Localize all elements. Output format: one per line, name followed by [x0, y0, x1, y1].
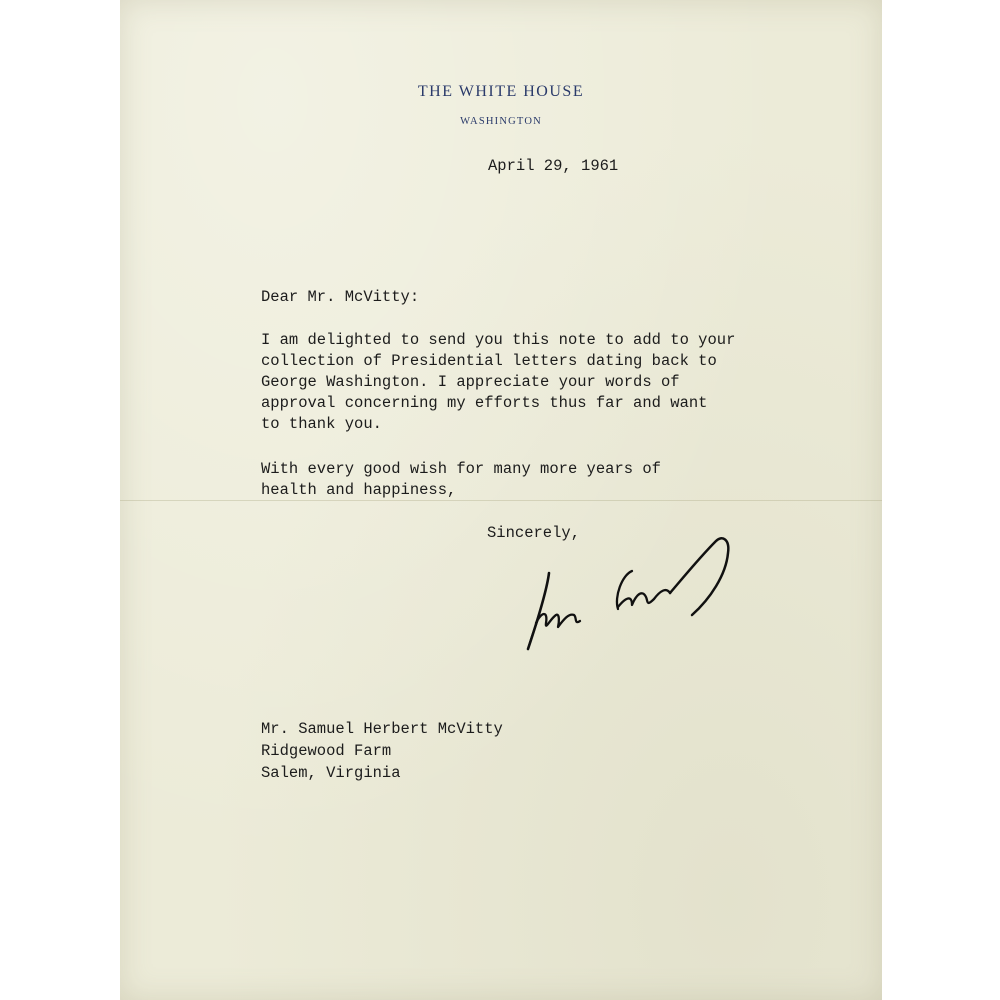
letter-page [120, 0, 882, 1000]
recipient-city-line: Salem, Virginia [261, 764, 401, 782]
letter-date: April 29, 1961 [488, 157, 619, 175]
body-line: health and happiness, [261, 481, 457, 499]
body-line: collection of Presidential letters dating back to [261, 352, 717, 370]
body-line: approval concerning my efforts thus far and want [261, 394, 708, 412]
body-paragraph-2 [261, 459, 661, 501]
closing: Sincerely, [487, 524, 581, 542]
body-line: With every good wish for many more years of [261, 460, 661, 478]
body-line: George Washington. I appreciate your words of [261, 373, 680, 391]
body-paragraph-1 [261, 330, 735, 435]
letterhead-subtitle: WASHINGTON [460, 116, 542, 127]
body-line: to thank you. [261, 415, 382, 433]
signature [522, 527, 742, 657]
body-line: I am delighted to send you this note to add to your [261, 331, 736, 349]
letterhead-title: THE WHITE HOUSE [417, 83, 585, 100]
recipient-name: Mr. Samuel Herbert McVitty [261, 720, 503, 738]
salutation: Dear Mr. McVitty: [261, 288, 420, 306]
recipient-address-line: Ridgewood Farm [261, 742, 392, 760]
